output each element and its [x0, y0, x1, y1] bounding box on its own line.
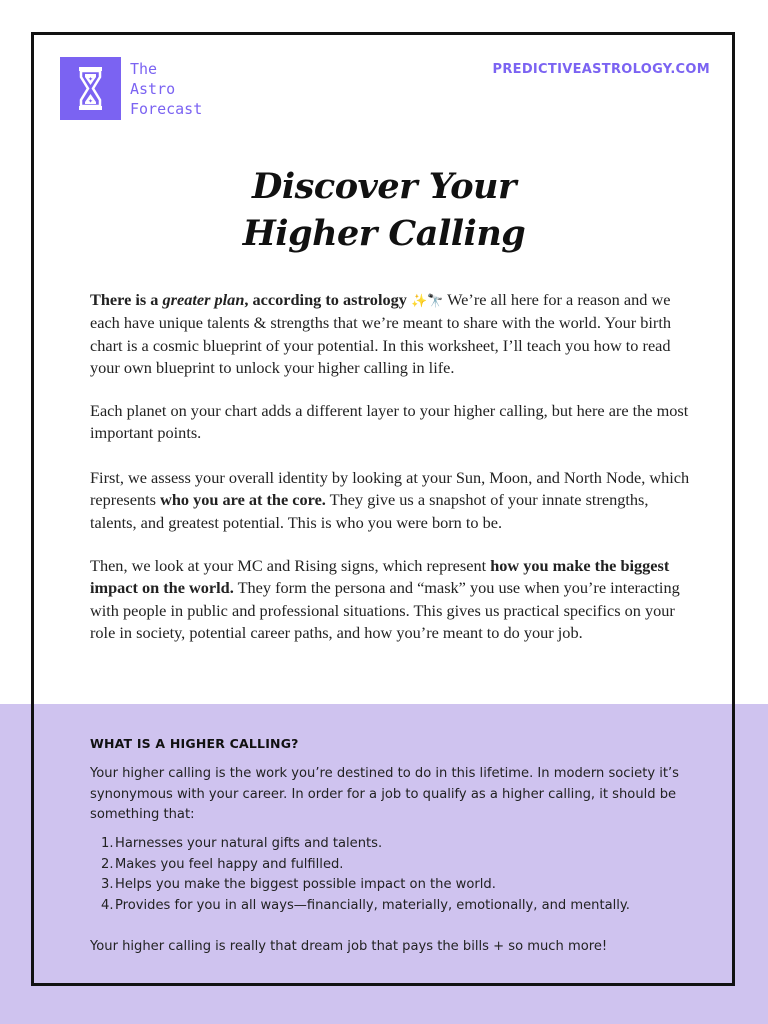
planets-paragraph: Each planet on your chart adds a different layer to your higher calling, but here are the most important points.	[90, 401, 689, 443]
website-link[interactable]: PREDICTIVEASTROLOGY.COM	[492, 62, 710, 77]
list-item-text: Makes you feel happy and fulfilled.	[115, 856, 344, 872]
impact-text-before: Then, we look at your MC and Rising signs, which represent	[90, 556, 491, 575]
brand-name: The Astro Forecast	[130, 60, 203, 118]
list-item-text: Provides for you in all ways—financially, materially, emotionally, and mentally.	[115, 897, 630, 913]
intro-bold-end: , according to astrology	[244, 290, 407, 309]
impact-text-after: They form the persona and “mask” you use when you’re interacting with people in public and professional situations. This gives us practical specifics on your role in society, potential career paths, and how you’re meant to do your job.	[90, 578, 680, 642]
impact-paragraph	[90, 555, 690, 644]
page-title-text: Discover Your Higher Calling	[242, 166, 526, 254]
intro-paragraph	[90, 289, 690, 379]
identity-text-before: First, we assess your overall identity by looking at your Sun, Moon, and North Node, which represents	[90, 468, 690, 510]
intro-bold-italic: greater plan	[162, 290, 245, 309]
list-item	[90, 875, 690, 896]
list-item	[90, 896, 690, 917]
intro-text: We’re all here for a reason and we each have unique talents & strengths that we’re meant to share with the world. Your birth chart is a cosmic blueprint of your potential. In this worksheet, I’ll teach you how to read your own blueprint to unlock your higher calling in life.	[90, 290, 672, 377]
identity-bold: who you are at the core.	[160, 490, 326, 510]
svg-text:✦: ✦	[87, 77, 94, 83]
sparkle-telescope-emoji: ✨🔭	[410, 293, 444, 308]
section-closing: Your higher calling is really that dream job that pays the bills + so much more!	[90, 939, 608, 954]
intro-bold-start: There is a	[90, 290, 163, 309]
impact-bold: how you make the biggest impact on the world.	[90, 556, 670, 598]
svg-text:✦: ✦	[87, 99, 94, 105]
higher-calling-list	[90, 834, 690, 916]
list-item	[90, 834, 690, 855]
section-heading: WHAT IS A HIGHER CALLING?	[90, 736, 299, 751]
list-item	[90, 855, 690, 876]
section-intro: Your higher calling is the work you’re destined to do in this lifetime. In modern society it’s synonymous with your career. In order for a job to qualify as a higher calling, it should be something that:	[90, 766, 680, 822]
identity-text-after: They give us a snapshot of your innate strengths, talents, and greatest potential. This is who you were born to be.	[90, 490, 649, 532]
identity-paragraph	[90, 467, 690, 534]
list-item-number: 3.	[101, 877, 114, 892]
list-item-text: Harnesses your natural gifts and talents.	[115, 836, 383, 851]
list-item-number: 1.	[101, 836, 114, 851]
list-item-number: 2.	[101, 856, 114, 872]
page-title	[0, 163, 768, 257]
hourglass-stars-icon	[60, 57, 121, 120]
list-item-text: Helps you make the biggest possible impact on the world.	[115, 877, 496, 892]
list-item-number: 4.	[101, 897, 114, 913]
